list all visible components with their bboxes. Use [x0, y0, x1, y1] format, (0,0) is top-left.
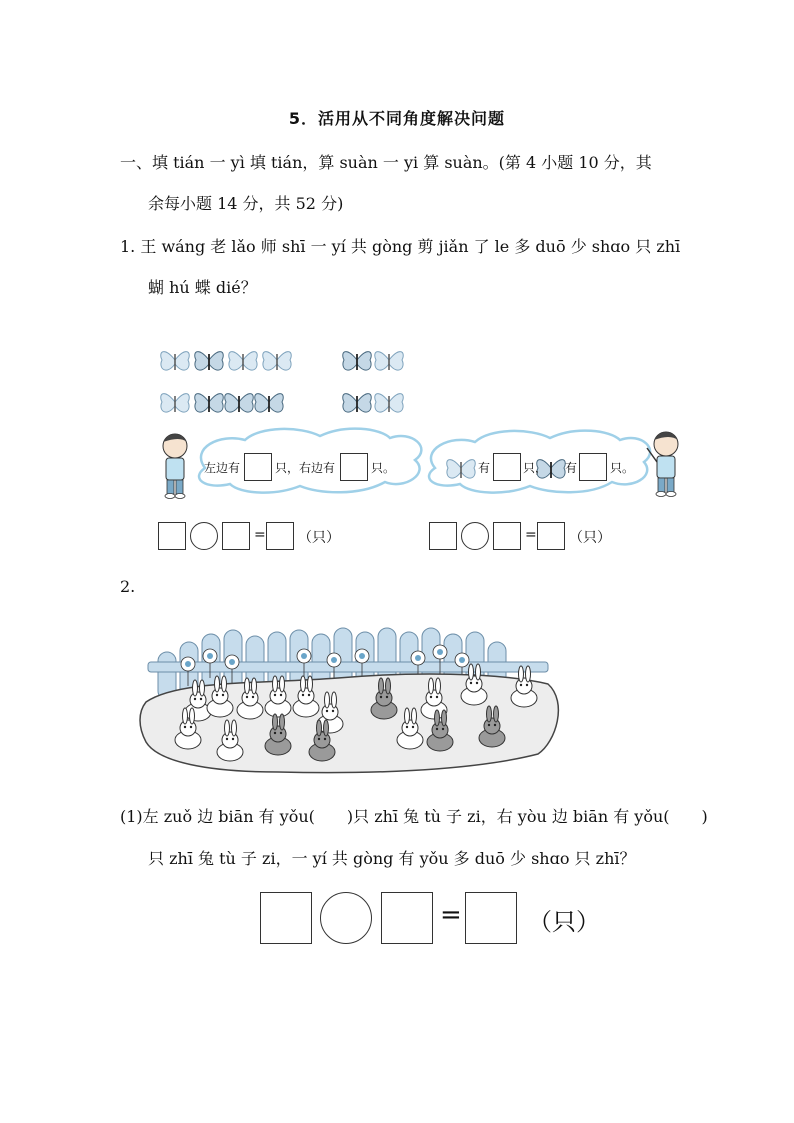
equation-operand-box[interactable]: [260, 892, 312, 944]
cloud-right-text-4: 只。: [610, 461, 635, 475]
q1-text-line2: 蝴 hú 蝶 dié？: [148, 278, 257, 297]
butterfly-icon: [229, 352, 257, 371]
equation-result-box[interactable]: [465, 892, 517, 944]
q2-sub1-line2: 只 zhī 兔 tù 子 zi，一 yí 共 gòng 有 yǒu 多 duō 少 shɑo 只 zhī？: [148, 849, 636, 868]
equation-result-box[interactable]: [266, 522, 294, 550]
q1-text-line1: 1. 王 wáng 老 lǎo 师 shī 一 yí 共 gòng 剪 jiǎn 了 le 多 duō 少 shɑo 只 zhī: [120, 237, 681, 256]
equation-operator-circle[interactable]: [320, 892, 372, 944]
section-instruction-line1: 一、填 tián 一 yì 填 tián，算 suàn 一 yi 算 suàn。(第 4 小题 10 分，其: [120, 153, 652, 172]
cloud-right-text-1: 有: [478, 461, 491, 475]
boy-right-icon: [647, 432, 678, 497]
butterfly-icon: [375, 352, 403, 371]
q2-number: 2.: [120, 577, 136, 596]
equation-result-box[interactable]: [537, 522, 565, 550]
unit-label: （只）: [298, 530, 340, 546]
equation-operator-circle[interactable]: [461, 522, 489, 550]
boy-left-icon: [163, 434, 187, 499]
cloud-left-text-3: 只。: [371, 461, 396, 475]
q2-sub1-line1: (1)左 zuǒ 边 biān 有 yǒu( )只 zhī 兔 tù 子 zi，右 yòu 边 biān 有 yǒu( ): [120, 807, 708, 826]
butterfly-icon: [255, 394, 283, 413]
unit-label: （只）: [569, 530, 611, 546]
butterfly-icon: [447, 460, 475, 479]
page-title: 5．活用从不同角度解决问题: [288, 109, 506, 128]
equation-operator-circle[interactable]: [190, 522, 218, 550]
equation-operand-box[interactable]: [381, 892, 433, 944]
cloud-left-text-1: 左边有: [204, 461, 241, 475]
butterfly-icon: [161, 352, 189, 371]
butterfly-icon: [195, 394, 223, 413]
equation-operand-box[interactable]: [429, 522, 457, 550]
butterfly-icon: [263, 352, 291, 371]
unit-label: （只）: [528, 908, 600, 936]
butterfly-icon: [161, 394, 189, 413]
cloud-left-text-2: 只，右边有: [275, 461, 336, 475]
section-instruction-line2: 余每小题 14 分，共 52 分): [148, 194, 344, 213]
butterfly-icon: [375, 394, 403, 413]
cloud-right-text-3: 有: [565, 461, 578, 475]
butterfly-icon: [343, 394, 371, 413]
equation-operand-box[interactable]: [493, 522, 521, 550]
butterfly-icon: [225, 394, 253, 413]
equation-operand-box[interactable]: [222, 522, 250, 550]
cloud-right-answer-box-1[interactable]: [493, 453, 521, 481]
equals-sign: =: [254, 527, 266, 543]
butterfly-icon: [195, 352, 223, 371]
butterfly-icon: [343, 352, 371, 371]
cloud-left-answer-box-2[interactable]: [340, 453, 368, 481]
equals-sign: =: [525, 527, 537, 543]
cloud-right-answer-box-2[interactable]: [579, 453, 607, 481]
rabbit-garden-illustration: [138, 622, 568, 782]
equals-sign: =: [440, 900, 462, 930]
cloud-right-text-2: 只，: [523, 461, 548, 475]
cloud-left-answer-box-1[interactable]: [244, 453, 272, 481]
equation-operand-box[interactable]: [158, 522, 186, 550]
